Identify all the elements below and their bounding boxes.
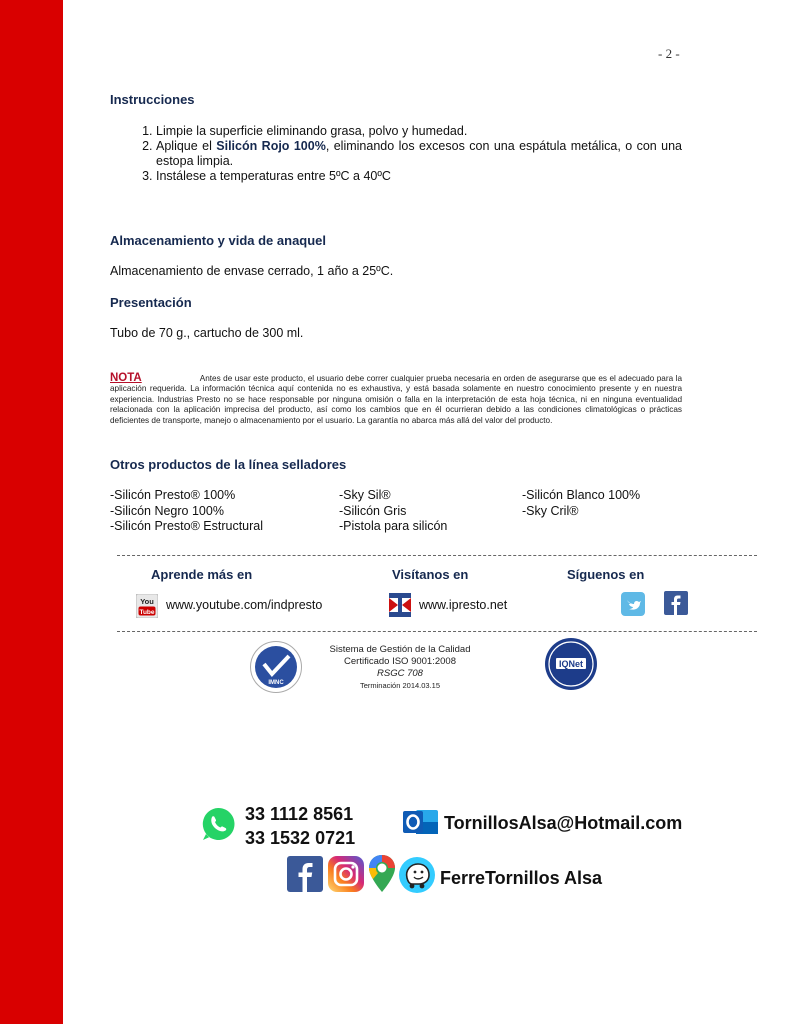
phone-number[interactable]: 33 1112 8561 [245, 804, 354, 824]
product-item: -Silicón Presto® Estructural [110, 519, 264, 533]
svg-text:IQNet: IQNet [558, 659, 584, 669]
follow-us-heading: Síguenos en [567, 567, 645, 582]
instruction-step: 2. Aplique el Silicón Rojo 100%, eliminando los excesos con una espátula metálica, o con una estopa limpia. [156, 139, 682, 169]
products-column-2 [339, 488, 447, 535]
disclaimer-note [110, 373, 682, 426]
visit-us-heading: Visítanos en [392, 567, 469, 582]
maps-pin-icon[interactable] [368, 854, 396, 894]
presentation-text: Tubo de 70 g., cartucho de 300 ml. [110, 326, 304, 340]
divider-bottom [117, 631, 757, 632]
product-item: -Silicón Presto® 100% [110, 488, 236, 502]
instructions-heading: Instrucciones [110, 92, 195, 107]
left-red-bar [0, 0, 63, 1024]
divider-top [117, 555, 757, 556]
svg-text:Tube: Tube [139, 608, 155, 616]
product-item: -Sky Sil® [339, 488, 391, 502]
note-text: Antes de usar este producto, el usuario debe correr cualquier prueba necesaria en orden de asegurarse que es el adecuado para la aplicación requerida. La información técnica aquí contenida no es exhaustiva, y está basada solamente en nuestro conocimiento presente y en nuestra experiencia. Industrias Presto no se hace responsable por ninguna omisión o falla en la interpretación de esta hoja técnica, ni en ninguna eventualidad relacionada con la aplicación imprecisa del producto, así como los cambios que en él ocurrieran debido a las condiciones climatológicas o prácticas deficientes de transporte, manejo o almacenamiento por el usuario. La garantía no abarca más allá del valor del producto. [110, 374, 682, 425]
svg-text:IMNC: IMNC [268, 680, 284, 686]
product-item: -Sky Cril® [522, 503, 579, 518]
product-item: -Silicón Blanco 100% [522, 488, 641, 502]
page-number: - 2 - [658, 46, 680, 61]
waze-icon[interactable] [398, 856, 436, 894]
outlook-icon[interactable] [402, 804, 440, 840]
youtube-icon[interactable] [136, 594, 158, 618]
products-column-1 [110, 488, 263, 535]
cert-line: Certificado ISO 9001:2008 [344, 656, 456, 667]
instagram-icon[interactable] [328, 856, 364, 892]
storage-text: Almacenamiento de envase cerrado, 1 año a 25ºC. [110, 264, 394, 278]
cert-line: Terminación 2014.03.15 [359, 681, 441, 690]
website-link[interactable]: www.ipresto.net [419, 598, 508, 612]
cert-line: RSGC 708 [377, 668, 423, 679]
svg-text:You: You [140, 597, 154, 606]
certification-block [300, 644, 500, 692]
social-handle[interactable]: FerreTornillos Alsa [440, 868, 603, 888]
instructions-list [110, 124, 682, 184]
product-name: Silicón Rojo 100% [216, 139, 326, 153]
email-address[interactable]: TornillosAlsa@Hotmail.com [444, 813, 683, 833]
phone-numbers [245, 802, 355, 850]
phone-number[interactable]: 33 1532 0721 [245, 828, 356, 848]
product-item: -Silicón Negro 100% [110, 503, 224, 518]
facebook-icon[interactable] [664, 591, 688, 615]
iqnet-seal-icon [545, 638, 597, 690]
cert-line: Sistema de Gestión de la Calidad [329, 644, 471, 655]
youtube-link[interactable]: www.youtube.com/indpresto [166, 598, 323, 612]
note-label: NOTA [110, 372, 142, 384]
product-item: -Silicón Gris [339, 503, 407, 518]
presentation-heading: Presentación [110, 295, 192, 310]
other-products-heading: Otros productos de la línea selladores [110, 457, 347, 472]
instruction-step: 3. Instálese a temperaturas entre 5ºC a 40ºC [156, 169, 682, 184]
product-item: -Pistola para silicón [339, 519, 448, 533]
products-column-3 [522, 488, 640, 519]
imnc-seal-icon [250, 641, 302, 693]
twitter-icon[interactable] [621, 592, 645, 616]
presto-logo-icon[interactable] [389, 593, 411, 617]
learn-more-heading: Aprende más en [151, 567, 253, 582]
instruction-step: 1. Limpie la superficie eliminando grasa, polvo y humedad. [156, 124, 682, 139]
facebook-icon[interactable] [287, 856, 323, 892]
whatsapp-icon[interactable] [200, 806, 236, 842]
storage-heading: Almacenamiento y vida de anaquel [110, 233, 327, 248]
